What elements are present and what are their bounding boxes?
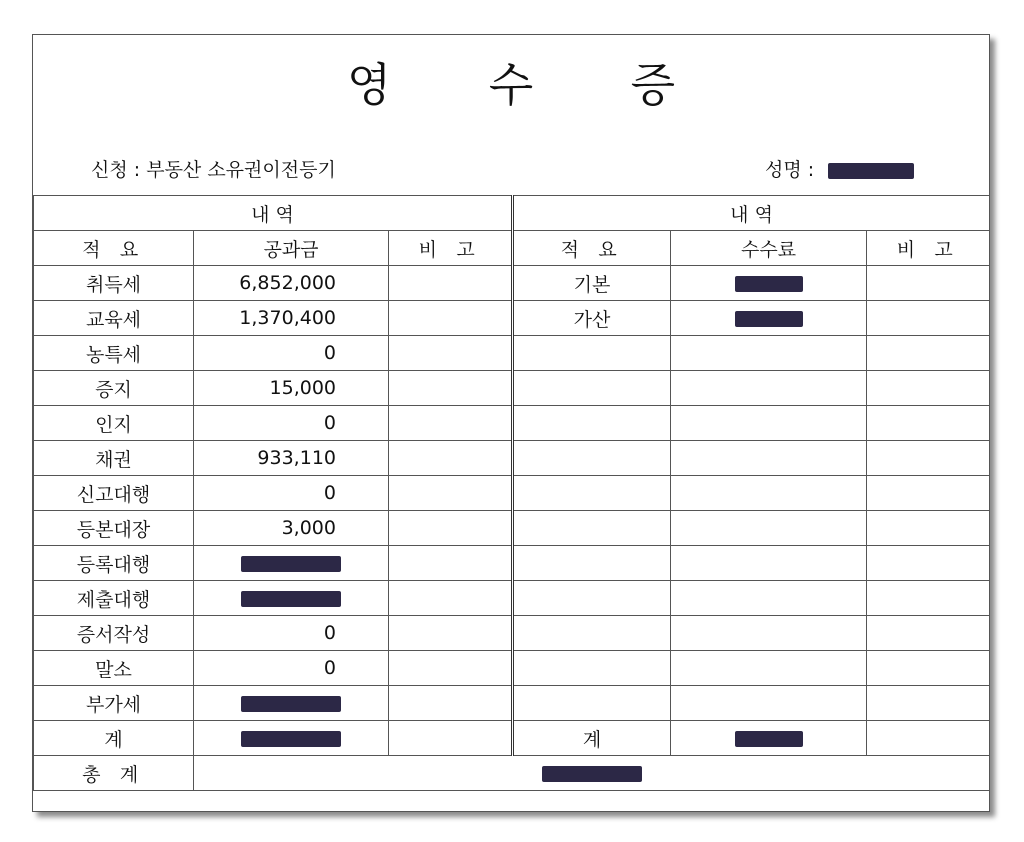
applicant-value: 부동산 소유권이전등기 <box>146 159 336 181</box>
left-item-cell: 인지 <box>34 406 194 441</box>
right-item-cell <box>513 511 671 546</box>
table-row <box>34 441 990 476</box>
right-fee-cell <box>671 371 867 406</box>
left-amount-cell: 0 <box>194 616 389 651</box>
name-field <box>765 155 914 182</box>
left-note-cell <box>389 301 513 336</box>
right-fee-cell <box>671 441 867 476</box>
left-note-cell <box>389 581 513 616</box>
subtotal-row <box>34 721 990 756</box>
table-row <box>34 581 990 616</box>
right-subtotal-value <box>671 721 867 756</box>
col-header-right-fee: 수수료 <box>671 231 867 266</box>
table-row <box>34 546 990 581</box>
left-amount-cell: 0 <box>194 406 389 441</box>
left-item-cell: 부가세 <box>34 686 194 721</box>
receipt-table <box>33 195 990 791</box>
right-item-cell <box>513 651 671 686</box>
left-note-cell <box>389 546 513 581</box>
right-section-header: 내 역 <box>513 196 990 231</box>
right-fee-cell <box>671 336 867 371</box>
left-item-cell: 제출대행 <box>34 581 194 616</box>
table-row <box>34 371 990 406</box>
receipt-title: 영 수 증 <box>346 58 717 112</box>
right-note-cell <box>867 441 990 476</box>
right-item-cell <box>513 476 671 511</box>
right-note-cell <box>867 336 990 371</box>
right-fee-cell <box>671 301 867 336</box>
receipt-paper <box>32 34 990 812</box>
right-item-cell <box>513 406 671 441</box>
right-note-cell <box>867 616 990 651</box>
section-header-row <box>34 196 990 231</box>
col-header-right-item: 적 요 <box>513 231 671 266</box>
right-fee-cell <box>671 616 867 651</box>
table-row <box>34 406 990 441</box>
right-note-cell <box>867 511 990 546</box>
left-item-cell: 말소 <box>34 651 194 686</box>
right-item-cell: 기본 <box>513 266 671 301</box>
left-amount-cell <box>194 686 389 721</box>
right-fee-cell <box>671 406 867 441</box>
left-note-cell <box>389 651 513 686</box>
left-section-header: 내 역 <box>34 196 513 231</box>
redacted-value <box>735 731 803 747</box>
grand-total-row <box>34 756 990 791</box>
left-subtotal-label: 계 <box>34 721 194 756</box>
left-note-cell <box>389 371 513 406</box>
right-note-cell <box>867 406 990 441</box>
right-note-cell <box>867 301 990 336</box>
left-note-cell <box>389 336 513 371</box>
right-note-cell <box>867 546 990 581</box>
redacted-value <box>241 731 341 747</box>
left-amount-cell: 0 <box>194 651 389 686</box>
left-note-cell <box>389 476 513 511</box>
right-item-cell <box>513 581 671 616</box>
right-fee-cell <box>671 546 867 581</box>
right-note-cell <box>867 476 990 511</box>
right-subtotal-note <box>867 721 990 756</box>
col-header-left-amount: 공과금 <box>194 231 389 266</box>
col-header-left-item: 적 요 <box>34 231 194 266</box>
redacted-value <box>735 311 803 327</box>
right-subtotal-label: 계 <box>513 721 671 756</box>
left-note-cell <box>389 266 513 301</box>
left-amount-cell: 933,110 <box>194 441 389 476</box>
left-amount-cell: 0 <box>194 476 389 511</box>
table-row <box>34 301 990 336</box>
table-row <box>34 651 990 686</box>
left-amount-cell: 3,000 <box>194 511 389 546</box>
redacted-value <box>241 591 341 607</box>
right-note-cell <box>867 686 990 721</box>
right-item-cell <box>513 371 671 406</box>
table-row <box>34 336 990 371</box>
right-fee-cell <box>671 476 867 511</box>
right-note-cell <box>867 581 990 616</box>
right-fee-cell <box>671 511 867 546</box>
right-fee-cell <box>671 651 867 686</box>
redacted-value <box>241 696 341 712</box>
table-row <box>34 266 990 301</box>
left-amount-cell: 0 <box>194 336 389 371</box>
grand-total-label: 총 계 <box>34 756 194 791</box>
right-fee-cell <box>671 686 867 721</box>
table-row <box>34 511 990 546</box>
left-note-cell <box>389 686 513 721</box>
left-item-cell: 교육세 <box>34 301 194 336</box>
applicant-line: 신청 : 부동산 소유권이전등기 <box>91 159 336 181</box>
right-note-cell <box>867 651 990 686</box>
name-label: 성명 : <box>765 159 815 181</box>
left-note-cell <box>389 406 513 441</box>
left-note-cell <box>389 616 513 651</box>
table-row <box>34 476 990 511</box>
left-item-cell: 농특세 <box>34 336 194 371</box>
right-item-cell <box>513 546 671 581</box>
column-header-row <box>34 231 990 266</box>
left-subtotal-note <box>389 721 513 756</box>
left-item-cell: 신고대행 <box>34 476 194 511</box>
left-amount-cell: 1,370,400 <box>194 301 389 336</box>
left-amount-cell: 6,852,000 <box>194 266 389 301</box>
left-item-cell: 증지 <box>34 371 194 406</box>
left-note-cell <box>389 511 513 546</box>
redacted-value <box>241 556 341 572</box>
redacted-value <box>542 766 642 782</box>
left-item-cell: 채권 <box>34 441 194 476</box>
redacted-value <box>735 276 803 292</box>
applicant-label: 신청 <box>91 159 128 181</box>
right-item-cell <box>513 686 671 721</box>
left-amount-cell <box>194 581 389 616</box>
col-header-left-note: 비 고 <box>389 231 513 266</box>
left-note-cell <box>389 441 513 476</box>
col-header-right-note: 비 고 <box>867 231 990 266</box>
left-amount-cell: 15,000 <box>194 371 389 406</box>
right-item-cell <box>513 616 671 651</box>
right-item-cell <box>513 441 671 476</box>
grand-total-value <box>194 756 990 791</box>
left-item-cell: 증서작성 <box>34 616 194 651</box>
right-note-cell <box>867 371 990 406</box>
table-row <box>34 616 990 651</box>
table-row <box>34 686 990 721</box>
right-fee-cell <box>671 266 867 301</box>
left-item-cell: 등록대행 <box>34 546 194 581</box>
left-subtotal-value <box>194 721 389 756</box>
right-item-cell <box>513 336 671 371</box>
right-item-cell: 가산 <box>513 301 671 336</box>
left-item-cell: 등본대장 <box>34 511 194 546</box>
left-item-cell: 취득세 <box>34 266 194 301</box>
right-fee-cell <box>671 581 867 616</box>
left-amount-cell <box>194 546 389 581</box>
right-note-cell <box>867 266 990 301</box>
name-redaction <box>828 163 914 179</box>
